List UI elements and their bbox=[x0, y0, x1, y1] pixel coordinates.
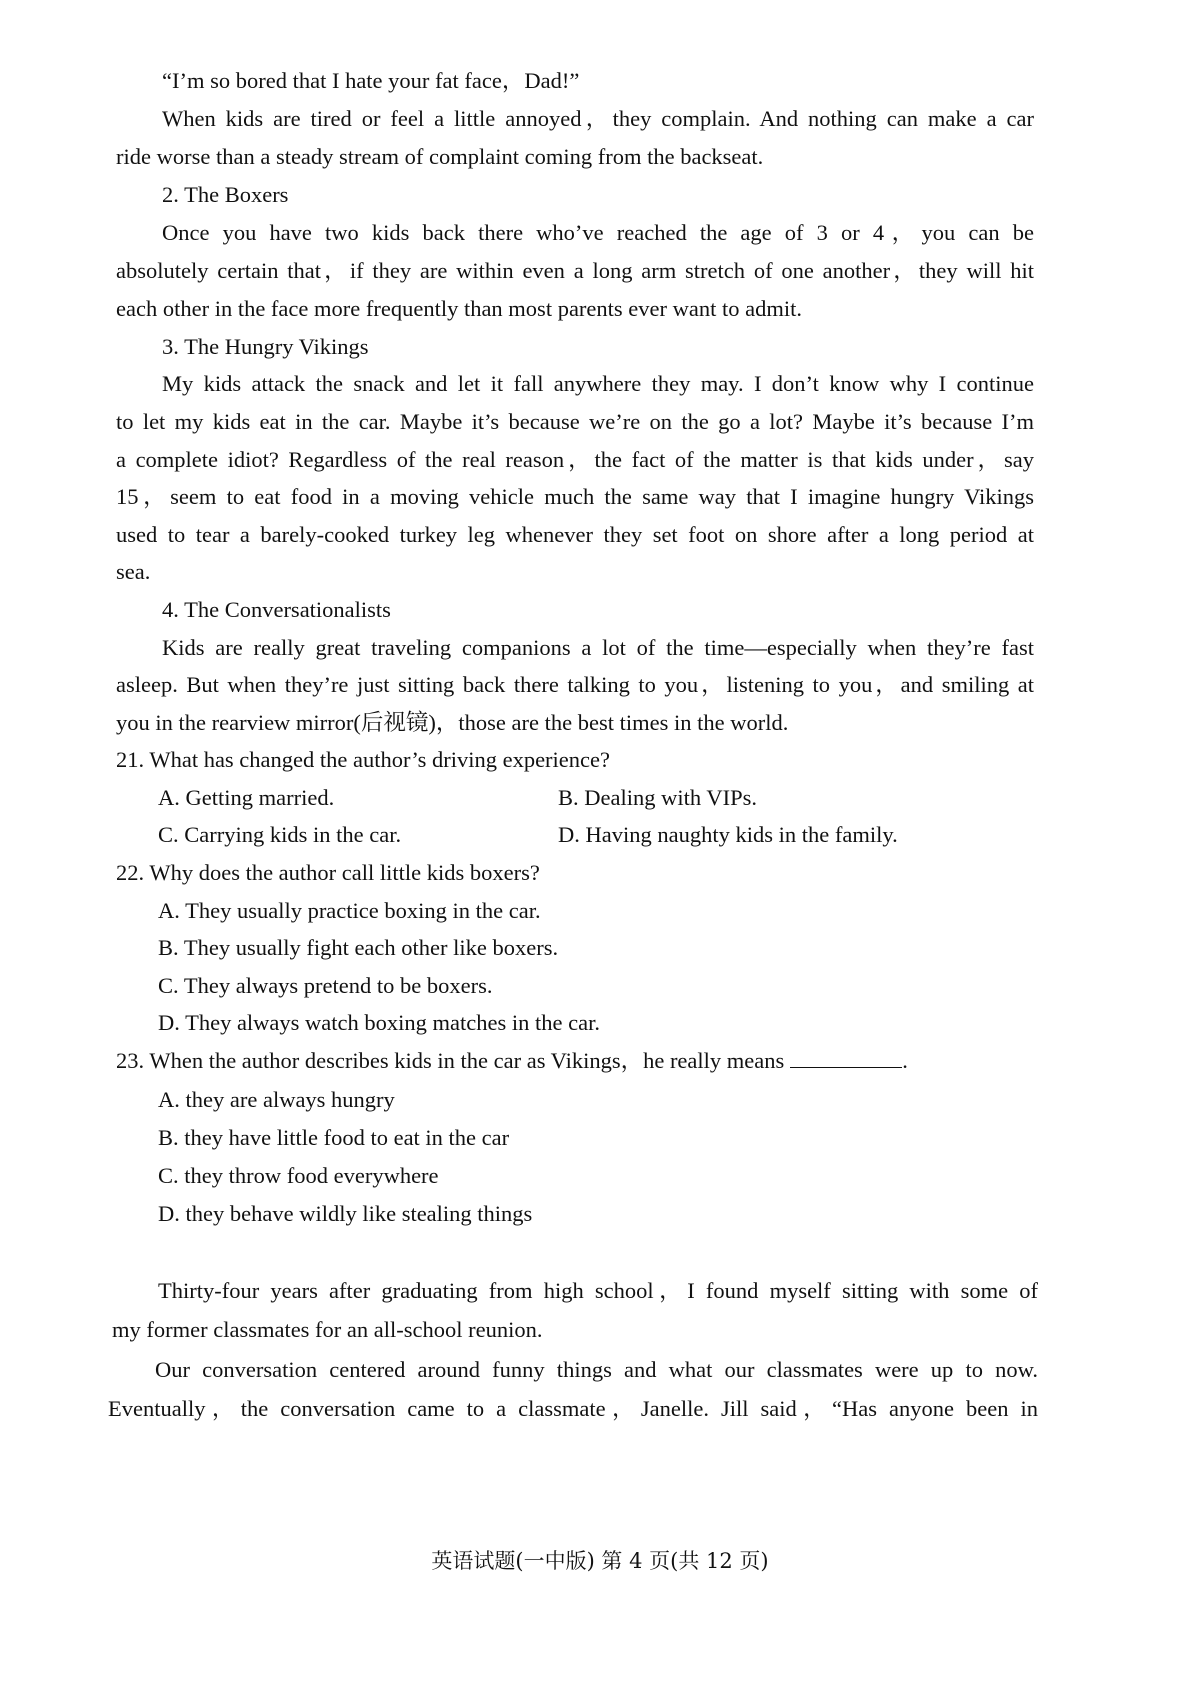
question-23-option-c: C. they throw food everywhere bbox=[158, 1163, 439, 1188]
question-23-stem: 23. When the author describes kids in the car as Vikings，he really means bbox=[116, 1048, 785, 1073]
paragraph-line: Kids are really great traveling companions a lot of the time—especially when they’re fast bbox=[162, 635, 1034, 660]
paragraph-line: Thirty-four years after graduating from high school，I found myself sitting with some of bbox=[158, 1278, 1038, 1303]
section-heading-boxers: 2. The Boxers bbox=[162, 182, 289, 207]
question-22-stem: 22. Why does the author call little kids boxers? bbox=[116, 860, 540, 885]
paragraph-line: asleep. But when they’re just sitting back there talking to you，listening to you，and smiling at bbox=[116, 672, 1034, 697]
paragraph-line: to let my kids eat in the car. Maybe it’s because we’re on the go a lot? Maybe it’s because I’m bbox=[116, 409, 1034, 434]
paragraph-line: Our conversation centered around funny things and what our classmates were up to now. bbox=[155, 1357, 1038, 1382]
question-21-option-b: B. Dealing with VIPs. bbox=[558, 785, 757, 810]
question-22-option-a: A. They usually practice boxing in the car. bbox=[158, 898, 541, 923]
question-22-option-b: B. They usually fight each other like boxers. bbox=[158, 935, 559, 960]
paragraph-line: used to tear a barely-cooked turkey leg whenever they set foot on shore after a long period at bbox=[116, 522, 1034, 547]
paragraph-line: Eventually，the conversation came to a classmate，Janelle. Jill said，“Has anyone been in bbox=[108, 1396, 1038, 1421]
paragraph-line: a complete idiot? Regardless of the real reason，the fact of the matter is that kids under，say bbox=[116, 447, 1034, 472]
question-23-option-d: D. they behave wildly like stealing things bbox=[158, 1201, 533, 1226]
paragraph-line: absolutely certain that，if they are within even a long arm stretch of one another，they will hit bbox=[116, 258, 1034, 283]
paragraph-line: 15，seem to eat food in a moving vehicle much the same way that I imagine hungry Vikings bbox=[116, 484, 1034, 509]
paragraph-line: Once you have two kids back there who’ve reached the age of 3 or 4，you can be bbox=[162, 220, 1034, 245]
quote-line: “I’m so bored that I hate your fat face，Dad!” bbox=[162, 68, 580, 93]
question-22-option-c: C. They always pretend to be boxers. bbox=[158, 973, 493, 998]
question-23-end: . bbox=[902, 1048, 908, 1073]
question-23-option-a: A. they are always hungry bbox=[158, 1087, 395, 1112]
question-21-stem: 21. What has changed the author’s driving experience? bbox=[116, 747, 610, 772]
paragraph-line: ride worse than a steady stream of complaint coming from the backseat. bbox=[116, 144, 764, 169]
question-21-option-d: D. Having naughty kids in the family. bbox=[558, 822, 898, 847]
page-footer: 英语试题(一中版) 第 4 页(共 12 页) bbox=[431, 1549, 769, 1573]
question-21-option-c: C. Carrying kids in the car. bbox=[158, 822, 402, 847]
paragraph-line: sea. bbox=[116, 559, 151, 584]
question-21-option-a: A. Getting married. bbox=[158, 785, 335, 810]
paragraph-line: each other in the face more frequently than most parents ever want to admit. bbox=[116, 296, 802, 321]
answer-blank bbox=[790, 1049, 902, 1068]
section-heading-conversationalists: 4. The Conversationalists bbox=[162, 597, 391, 622]
paragraph-line: my former classmates for an all-school reunion. bbox=[112, 1317, 543, 1342]
question-22-option-d: D. They always watch boxing matches in the car. bbox=[158, 1010, 600, 1035]
paragraph-line: you in the rearview mirror(后视镜)，those are the best times in the world. bbox=[116, 710, 789, 735]
question-23-option-b: B. they have little food to eat in the car bbox=[158, 1125, 510, 1150]
question-23-stem-line bbox=[116, 1046, 908, 1076]
paragraph-line: My kids attack the snack and let it fall anywhere they may. I don’t know why I continue bbox=[162, 371, 1034, 396]
section-heading-vikings: 3. The Hungry Vikings bbox=[162, 334, 369, 359]
paragraph-line: When kids are tired or feel a little annoyed，they complain. And nothing can make a car bbox=[162, 106, 1034, 131]
